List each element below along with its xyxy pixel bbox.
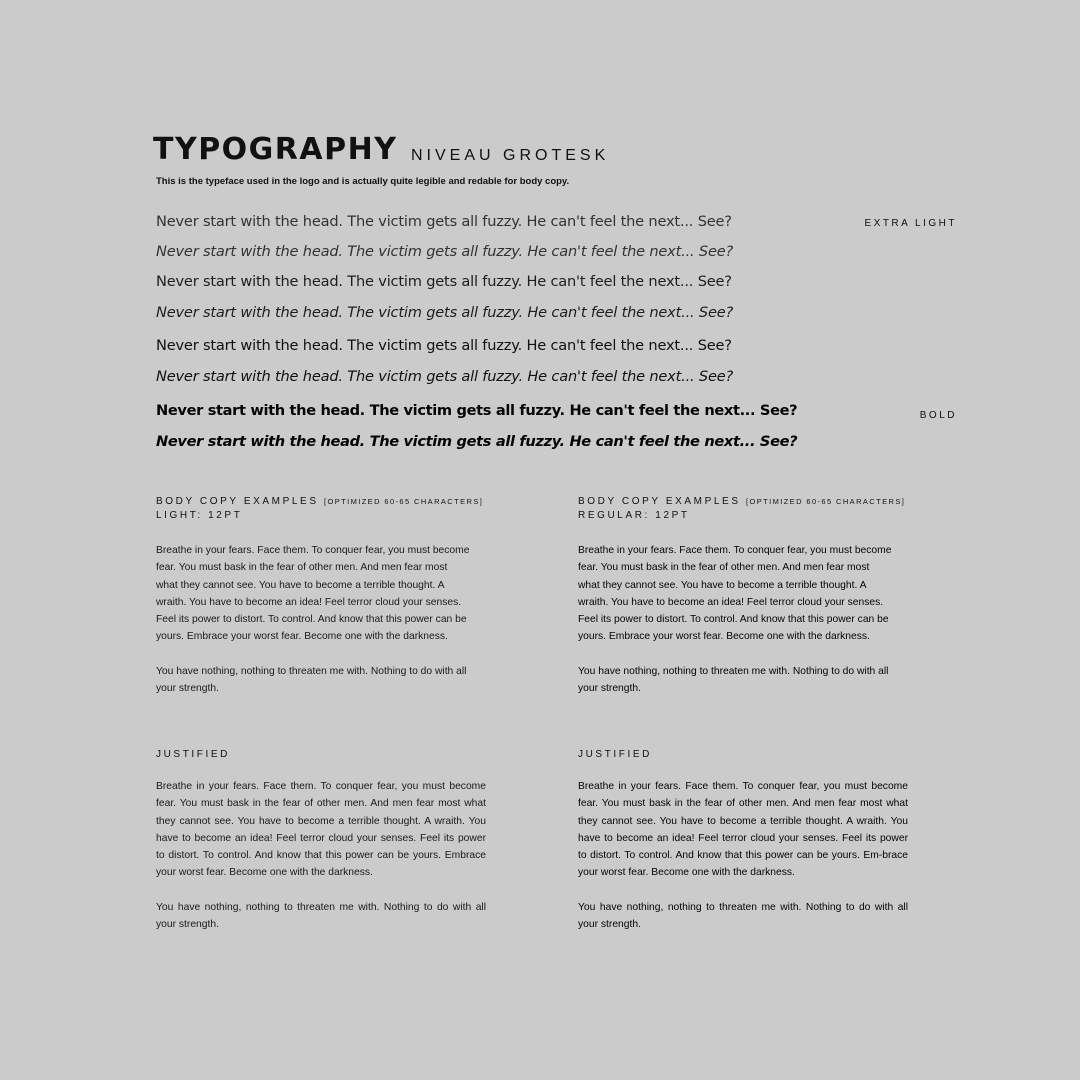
body-copy-light-section bbox=[156, 495, 491, 697]
justified-regular-section bbox=[578, 748, 913, 933]
intro-text: This is the typeface used in the logo and is actually quite legible and redable for body copy. bbox=[156, 176, 570, 187]
ragged-paragraph-2: You have nothing, nothing to threaten me with. Nothing to do with all your strength. bbox=[578, 665, 889, 695]
justified-paragraph-1: Breathe in your fears. Face them. To conquer fear, you must become fear. You must bask in the fear of other men. And men fear most what they cannot see. You have to become a terrible thought. A wraith. You have to become an idea! Feel terror cloud your senses. Feel its power to distort. To control. And know that this power can be yours. Embrace your worst fear. Become one with the darkness. bbox=[156, 781, 486, 879]
ragged-paragraph-1: Breathe in your fears. Face them. To conquer fear, you must become fear. You must bask in the fear of other men. And men fear most what they cannot see. You have to become a terrible thought. A wraith. You have to become an idea! Feel terror cloud your senses. Feel its power to distort. To control. And know that this power can be yours. Embrace your worst fear. Become one with the darkness. bbox=[578, 545, 892, 643]
justified-light-section bbox=[156, 748, 491, 933]
justified-paragraph-2: You have nothing, nothing to threaten me with. Nothing to do with all your strength. bbox=[578, 901, 908, 931]
sample-light: Never start with the head. The victim gets all fuzzy. He can't feel the next... See? bbox=[156, 273, 732, 290]
justified-paragraph-1: Breathe in your fears. Face them. To conquer fear, you must become fear. You must bask in the fear of other men. And men fear most what they cannot see. You have to become a terrible thought. A wraith. You have to become an idea! Feel terror cloud your senses. Feel its power to distort. To control. And know that this power can be yours. Em-brace your worst fear. Become one with the darkness. bbox=[578, 781, 908, 879]
justified-label: JUSTIFIED bbox=[156, 749, 230, 760]
weight-label-extra-light: EXTRA LIGHT bbox=[864, 218, 957, 229]
section-heading-text: BODY COPY EXAMPLES bbox=[156, 496, 319, 507]
section-heading bbox=[578, 495, 913, 509]
justified-label: JUSTIFIED bbox=[578, 749, 652, 760]
sample-light-italic: Never start with the head. The victim gets all fuzzy. He can't feel the next... See? bbox=[156, 304, 734, 321]
body-copy-regular-section bbox=[578, 495, 913, 697]
justified-paragraph-2: You have nothing, nothing to threaten me with. Nothing to do with all your strength. bbox=[156, 901, 486, 931]
section-subheading: LIGHT: 12PT bbox=[156, 510, 243, 521]
sample-extra-light-italic: Never start with the head. The victim gets all fuzzy. He can't feel the next... See? bbox=[156, 243, 734, 260]
typeface-name: NIVEAU GROTESK bbox=[411, 147, 610, 164]
section-heading-note: [OPTIMIZED 60-65 CHARACTERS] bbox=[323, 497, 484, 506]
section-heading-note: [OPTIMIZED 60-65 CHARACTERS] bbox=[745, 497, 906, 506]
section-subheading: REGULAR: 12PT bbox=[578, 510, 690, 521]
page-title: TYPOGRAPHY bbox=[153, 132, 398, 167]
sample-regular-italic: Never start with the head. The victim gets all fuzzy. He can't feel the next... See? bbox=[156, 368, 734, 385]
ragged-paragraph-2: You have nothing, nothing to threaten me with. Nothing to do with all your strength. bbox=[156, 665, 467, 695]
weight-label-bold: BOLD bbox=[919, 410, 957, 421]
sample-bold: Never start with the head. The victim gets all fuzzy. He can't feel the next... See? bbox=[156, 402, 798, 419]
sample-bold-italic: Never start with the head. The victim gets all fuzzy. He can't feel the next... See? bbox=[156, 433, 798, 450]
section-heading-text: BODY COPY EXAMPLES bbox=[578, 496, 741, 507]
sample-regular: Never start with the head. The victim gets all fuzzy. He can't feel the next... See? bbox=[156, 337, 732, 354]
ragged-paragraph-1: Breathe in your fears. Face them. To conquer fear, you must become fear. You must bask in the fear of other men. And men fear most what they cannot see. You have to become a terrible thought. A wraith. You have to become an idea! Feel terror cloud your senses. Feel its power to distort. To control. And know that this power can be yours. Embrace your worst fear. Become one with the darkness. bbox=[156, 545, 470, 643]
sample-extra-light: Never start with the head. The victim gets all fuzzy. He can't feel the next... See? bbox=[156, 213, 732, 230]
section-heading bbox=[156, 495, 491, 509]
